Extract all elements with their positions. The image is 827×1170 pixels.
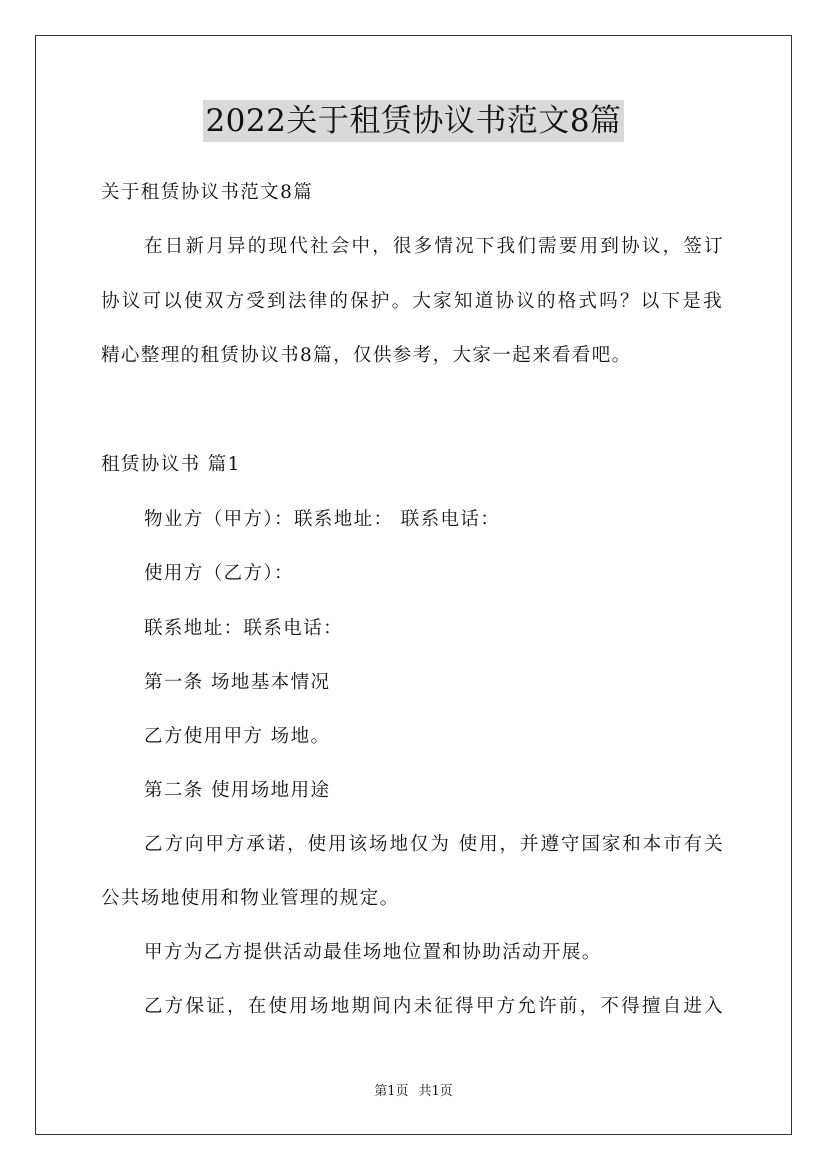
- section-heading: 租赁协议书 篇1: [101, 454, 241, 475]
- party-b-line: 使用方（乙方）：: [144, 563, 294, 584]
- party-b-contact-line: 联系地址：联系电话：: [144, 618, 344, 639]
- provide-line: 甲方为乙方提供活动最佳场地位置和协助活动开展。: [144, 942, 602, 963]
- article-1-heading: 第一条 场地基本情况: [144, 672, 331, 693]
- article-1-text: 乙方使用甲方 场地。: [144, 726, 331, 747]
- party-a-line: 物业方（甲方）：联系地址： 联系电话：: [144, 509, 501, 530]
- page-number: 第1页: [374, 1084, 409, 1099]
- intro-line-3: 精心整理的租赁协议书8篇，仅供参考，大家一起来看看吧。: [101, 345, 632, 366]
- promise-line-1: 乙方向甲方承诺，使用该场地仅为 使用，并遵守国家和本市有关: [144, 834, 724, 855]
- promise-line-2: 公共场地使用和物业管理的规定。: [101, 888, 400, 909]
- title-container: [0, 100, 827, 142]
- page-total: 共1页: [418, 1084, 453, 1099]
- article-2-heading: 第二条 使用场地用途: [144, 780, 331, 801]
- guarantee-line: 乙方保证，在使用场地期间内未征得甲方允许前，不得擅自进入: [144, 996, 724, 1017]
- document-subtitle: 关于租赁协议书范文8篇: [101, 182, 314, 203]
- page-footer: [0, 1083, 827, 1101]
- intro-line-1: 在日新月异的现代社会中，很多情况下我们需要用到协议，签订: [144, 236, 724, 257]
- intro-line-2: 协议可以使双方受到法律的保护。大家知道协议的格式吗？以下是我: [101, 291, 723, 312]
- document-title: 2022关于租赁协议书范文8篇: [203, 100, 623, 142]
